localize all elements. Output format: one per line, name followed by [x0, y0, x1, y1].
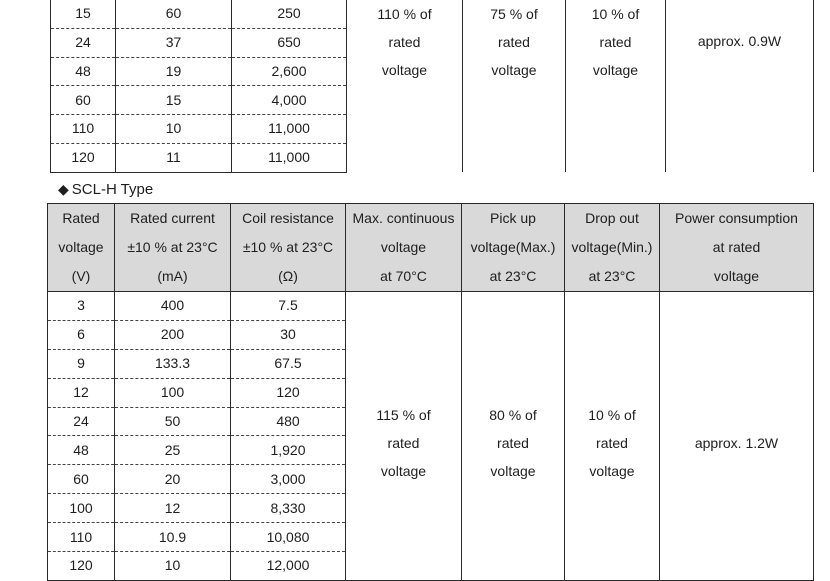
diamond-bullet-icon: ◆	[58, 181, 69, 197]
rated-voltage-cell: 120	[48, 552, 115, 581]
rated-voltage-cell: 60	[48, 465, 115, 494]
header-power-consumption: Power consumption at rated voltage	[660, 204, 814, 292]
coil-resistance-cell: 2,600	[232, 57, 347, 86]
coil-resistance-cell: 8,330	[231, 494, 346, 523]
rated-voltage-cell: 6	[48, 320, 115, 349]
power-consumption-cell: approx. 0.9W	[666, 0, 814, 172]
coil-resistance-cell: 67.5	[231, 349, 346, 378]
rated-current-cell: 25	[115, 436, 231, 465]
max-continuous-voltage-cell: 115 % of rated voltage	[346, 292, 462, 581]
rated-voltage-cell: 24	[48, 407, 115, 436]
max-continuous-voltage-cell: 110 % of rated voltage	[347, 0, 463, 172]
section-title-text: SCL-H Type	[71, 181, 154, 198]
header-max-continuous-voltage: Max. continuous voltage at 70°C	[346, 204, 462, 292]
rated-voltage-cell: 3	[48, 292, 115, 321]
rated-voltage-cell: 100	[48, 494, 115, 523]
rated-current-cell: 133.3	[115, 349, 231, 378]
coil-resistance-cell: 480	[231, 407, 346, 436]
rated-current-cell: 10.9	[115, 523, 231, 552]
table-row	[51, 0, 814, 28]
rated-current-cell: 100	[115, 378, 231, 407]
rated-current-cell: 10	[115, 552, 231, 581]
pick-up-voltage-cell: 80 % of rated voltage	[462, 292, 565, 581]
rated-current-cell: 15	[116, 86, 232, 115]
header-coil-resistance: Coil resistance ±10 % at 23°C (Ω)	[231, 204, 346, 292]
header-rated-current: Rated current ±10 % at 23°C (mA)	[115, 204, 231, 292]
header-rated-voltage: Rated voltage (V)	[48, 204, 115, 292]
coil-resistance-cell: 650	[232, 28, 347, 57]
rated-voltage-cell: 15	[51, 0, 116, 28]
rated-voltage-cell: 24	[51, 28, 116, 57]
table-header-row	[48, 204, 814, 292]
rated-voltage-cell: 110	[48, 523, 115, 552]
coil-spec-table-continued	[50, 0, 814, 173]
coil-resistance-cell: 11,000	[232, 115, 347, 144]
power-consumption-cell: approx. 1.2W	[660, 292, 814, 581]
rated-current-cell: 400	[115, 292, 231, 321]
pick-up-voltage-cell: 75 % of rated voltage	[463, 0, 566, 172]
header-pick-up-voltage: Pick up voltage(Max.) at 23°C	[462, 204, 565, 292]
rated-voltage-cell: 120	[51, 143, 116, 172]
coil-resistance-cell: 250	[232, 0, 347, 28]
rated-current-cell: 19	[116, 57, 232, 86]
scl-h-coil-spec-table	[47, 203, 814, 581]
coil-resistance-cell: 11,000	[232, 143, 347, 172]
header-drop-out-voltage: Drop out voltage(Min.) at 23°C	[565, 204, 660, 292]
coil-resistance-cell: 3,000	[231, 465, 346, 494]
coil-resistance-cell: 1,920	[231, 436, 346, 465]
rated-current-cell: 20	[115, 465, 231, 494]
rated-voltage-cell: 60	[51, 86, 116, 115]
section-heading	[58, 180, 153, 199]
table-row	[48, 292, 814, 321]
rated-voltage-cell: 48	[48, 436, 115, 465]
rated-voltage-cell: 12	[48, 378, 115, 407]
coil-resistance-cell: 12,000	[231, 552, 346, 581]
coil-resistance-cell: 7.5	[231, 292, 346, 321]
rated-current-cell: 11	[116, 143, 232, 172]
rated-current-cell: 10	[116, 115, 232, 144]
coil-resistance-cell: 30	[231, 320, 346, 349]
rated-current-cell: 50	[115, 407, 231, 436]
rated-voltage-cell: 48	[51, 57, 116, 86]
rated-current-cell: 200	[115, 320, 231, 349]
coil-resistance-cell: 10,080	[231, 523, 346, 552]
coil-resistance-cell: 4,000	[232, 86, 347, 115]
rated-current-cell: 60	[116, 0, 232, 28]
drop-out-voltage-cell: 10 % of rated voltage	[566, 0, 666, 172]
coil-resistance-cell: 120	[231, 378, 346, 407]
rated-voltage-cell: 9	[48, 349, 115, 378]
drop-out-voltage-cell: 10 % of rated voltage	[565, 292, 660, 581]
rated-voltage-cell: 110	[51, 115, 116, 144]
rated-current-cell: 12	[115, 494, 231, 523]
rated-current-cell: 37	[116, 28, 232, 57]
